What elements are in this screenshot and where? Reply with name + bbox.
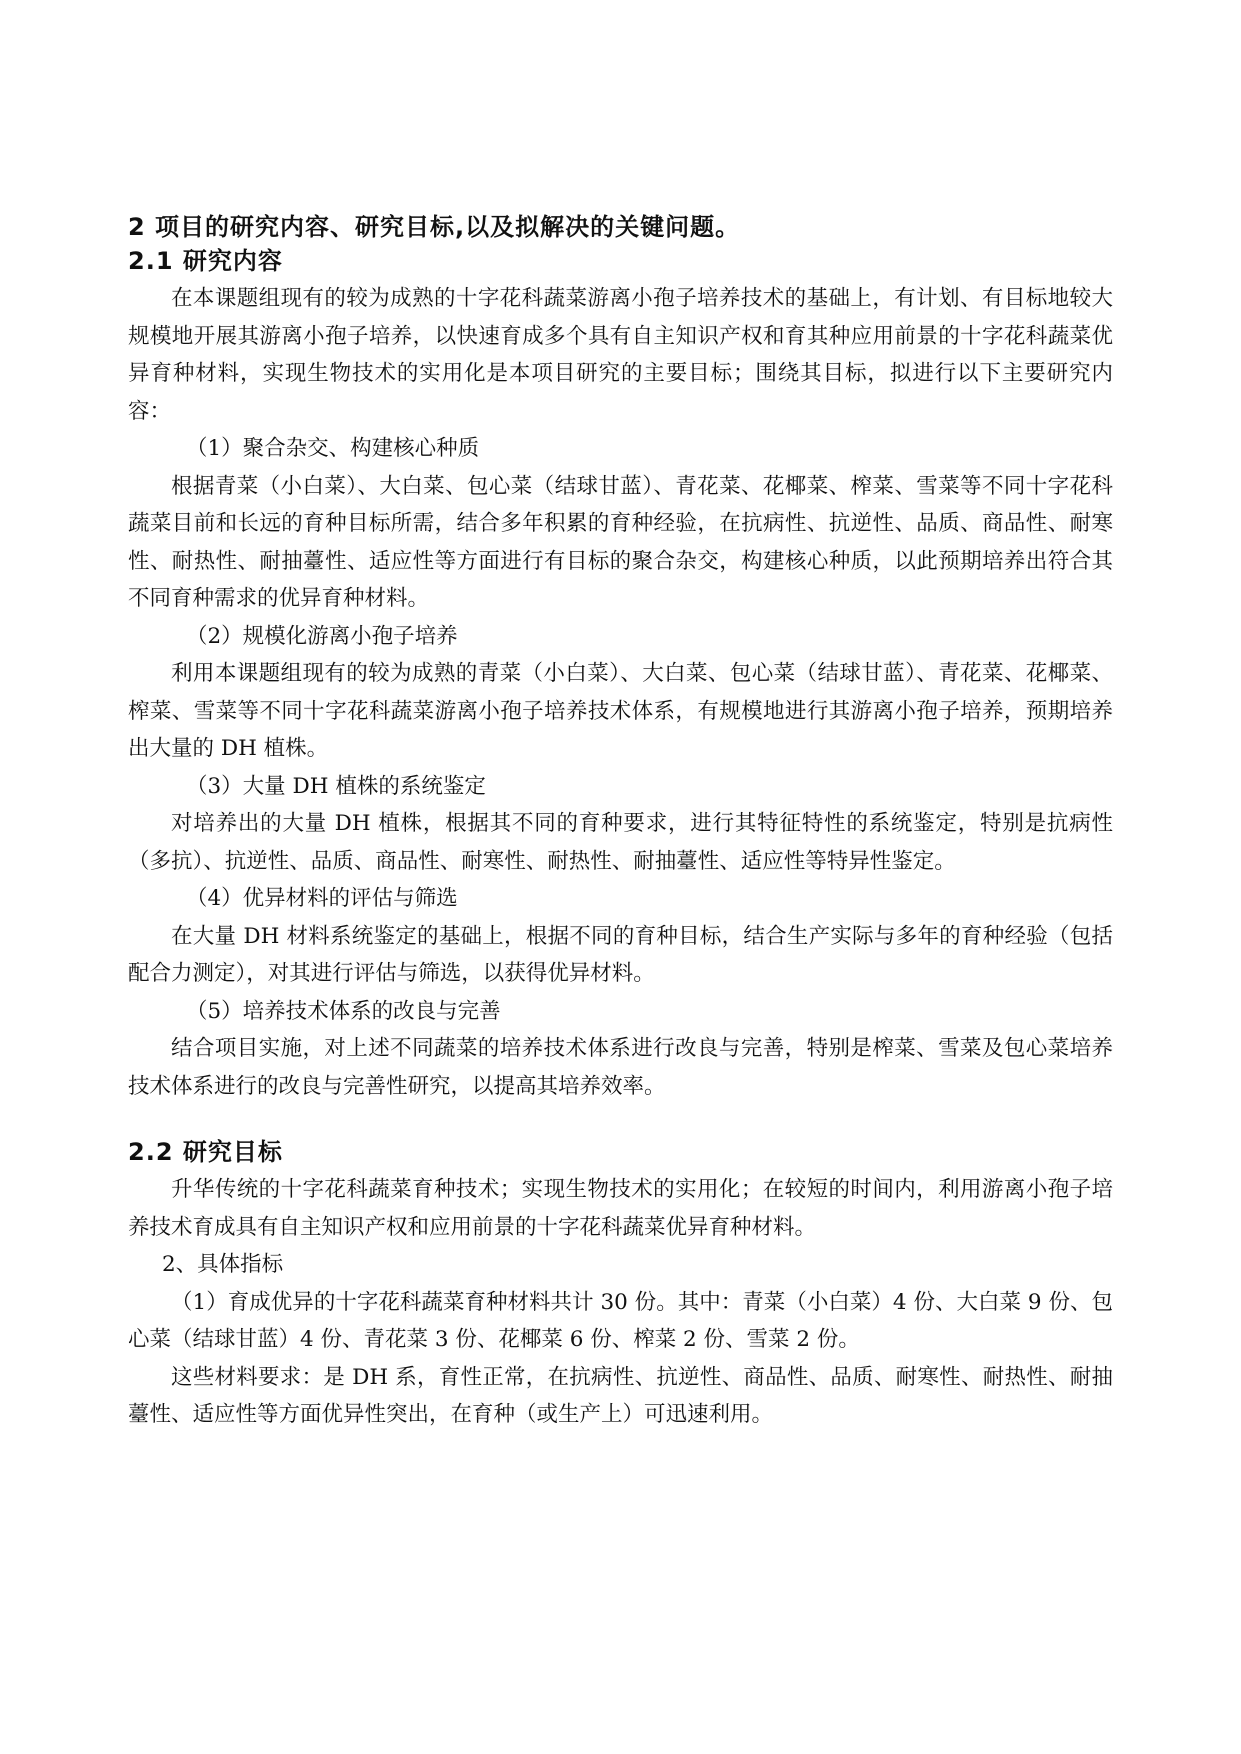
item-1-text: 根据青菜（小白菜）、大白菜、包心菜（结球甘蓝）、青花菜、花椰菜、榨菜、雪菜等不同十字花科蔬菜目前和长远的育种目标所需，结合多年积累的育种经验，在抗病性、抗逆性、品质、商品性、耐寒性、耐热性、耐抽薹性、适应性等方面进行有目标的聚合杂交，构建核心种质，以此预期培养出符合其不同育种需求的优异育种材料。 xyxy=(128,473,1113,611)
indicator-text: （1）育成优异的十字花科蔬菜育种材料共计 30 份。其中：青菜（小白菜）4 份、大白菜 9 份、包心菜（结球甘蓝）4 份、青花菜 3 份、花椰菜 6 份、榨菜 2 份、雪菜 2 份。 xyxy=(128,1289,1113,1352)
section-gap xyxy=(128,1105,1113,1135)
section-title-research-goals: 2.2 研究目标 xyxy=(128,1138,283,1166)
document-page xyxy=(128,210,1113,1434)
item-4-text: 在大量 DH 材料系统鉴定的基础上，根据不同的育种目标，结合生产实际与多年的育种经验（包括配合力测定），对其进行评估与筛选，以获得优异材料。 xyxy=(128,923,1113,986)
item-5-text: 结合项目实施，对上述不同蔬菜的培养技术体系进行改良与完善，特别是榨菜、雪菜及包心菜培养技术体系进行的改良与完善性研究，以提高其培养效率。 xyxy=(128,1036,1113,1099)
item-3-text: 对培养出的大量 DH 植株，根据其不同的育种要求，进行其特征特性的系统鉴定，特别是抗病性（多抗）、抗逆性、品质、商品性、耐寒性、耐热性、耐抽薹性、适应性等特异性鉴定。 xyxy=(128,811,1113,874)
item-3-label: （3）大量 DH 植株的系统鉴定 xyxy=(186,773,486,799)
section-title-research-content: 2.1 研究内容 xyxy=(128,247,283,275)
item-2-label: （2）规模化游离小孢子培养 xyxy=(186,623,458,649)
item-1-label: （1）聚合杂交、构建核心种质 xyxy=(186,436,480,461)
item-5-label: （5）培养技术体系的改良与完善 xyxy=(186,998,501,1024)
section-2-intro: 升华传统的十字花科蔬菜育种技术；实现生物技术的实用化；在较短的时间内，利用游离小孢子培养技术育成具有自主知识产权和应用前景的十字花科蔬菜优异育种材料。 xyxy=(128,1177,1113,1240)
main-heading: 2 项目的研究内容、研究目标,以及拟解决的关键问题。 xyxy=(128,213,741,241)
indicator-subheading: 2、具体指标 xyxy=(162,1252,284,1277)
requirement-text: 这些材料要求：是 DH 系，育性正常，在抗病性、抗逆性、商品性、品质、耐寒性、耐热性、耐抽薹性、适应性等方面优异性突出，在育种（或生产上）可迅速利用。 xyxy=(128,1364,1113,1427)
item-2-text: 利用本课题组现有的较为成熟的青菜（小白菜）、大白菜、包心菜（结球甘蓝）、青花菜、花椰菜、榨菜、雪菜等不同十字花科蔬菜游离小孢子培养技术体系，有规模地进行其游离小孢子培养，预期培养出大量的 DH 植株。 xyxy=(128,661,1113,761)
item-4-label: （4）优异材料的评估与筛选 xyxy=(186,886,458,911)
section-1-intro: 在本课题组现有的较为成熟的十字花科蔬菜游离小孢子培养技术的基础上，有计划、有目标地较大规模地开展其游离小孢子培养，以快速育成多个具有自主知识产权和育其种应用前景的十字花科蔬菜优异育种材料，实现生物技术的实用化是本项目研究的主要目标；围绕其目标，拟进行以下主要研究内容： xyxy=(128,286,1113,424)
